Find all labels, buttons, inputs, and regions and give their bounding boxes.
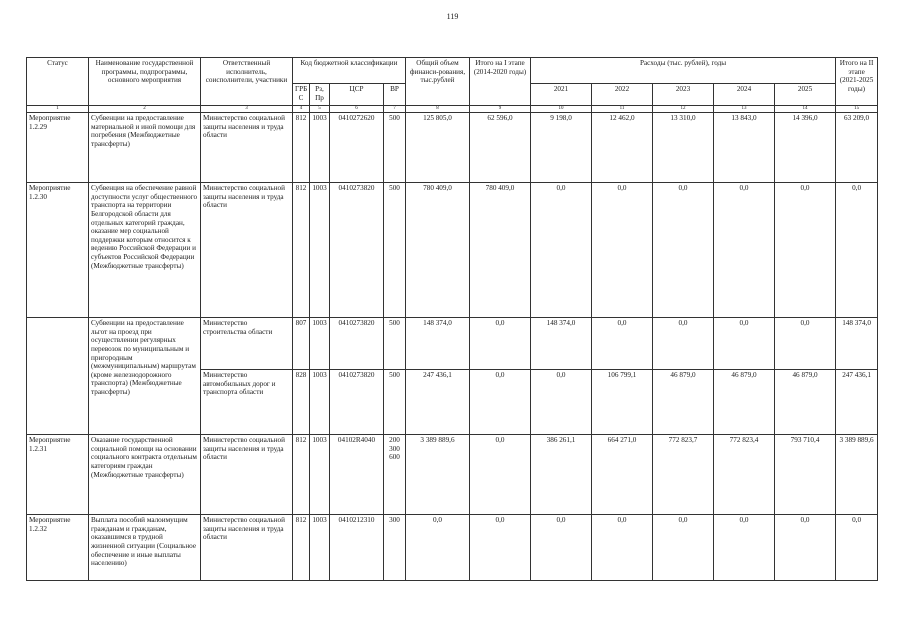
header-stage1: Итого на I этапе (2014-2020 годы) xyxy=(470,58,531,106)
column-number: 13 xyxy=(714,106,775,113)
table-row xyxy=(27,113,878,183)
column-number: 7 xyxy=(384,106,406,113)
row-status xyxy=(27,318,89,435)
row-csr: 0410273820 xyxy=(330,318,384,370)
row-2023: 13 310,0 xyxy=(653,113,714,183)
header-year-2025: 2025 xyxy=(775,84,836,106)
row-2023: 0,0 xyxy=(653,318,714,370)
row-vr: 200 xyxy=(389,436,400,444)
column-number: 4 xyxy=(293,106,310,113)
header-name: Наименование государственной программы, подпрограммы, основного мероприятия xyxy=(89,58,201,106)
column-number: 15 xyxy=(836,106,878,113)
row-vr: 500 xyxy=(384,113,406,183)
row-2022: 106 799,1 xyxy=(592,370,653,435)
column-number: 11 xyxy=(592,106,653,113)
header-year-2022: 2022 xyxy=(592,84,653,106)
row-2024: 46 879,0 xyxy=(714,370,775,435)
row-2021: 386 261,1 xyxy=(531,435,592,515)
column-number-row xyxy=(27,106,878,113)
row-executor: Министерство автомобильных дорог и транспорта области xyxy=(201,370,293,435)
row-executor: Министерство социальной защиты населения и труда области xyxy=(201,113,293,183)
row-2023: 0,0 xyxy=(653,183,714,318)
budget-table xyxy=(26,57,878,581)
row-grbs: 828 xyxy=(293,370,310,435)
column-number: 8 xyxy=(406,106,470,113)
row-vr: 300 xyxy=(384,515,406,581)
row-2022: 0,0 xyxy=(592,183,653,318)
row-2021: 148 374,0 xyxy=(531,318,592,370)
row-status: Мероприятие 1.2.29 xyxy=(27,113,89,183)
row-2024: 772 823,4 xyxy=(714,435,775,515)
row-name: Выплата пособий малоимущим гражданам и гражданам, оказавшимся в трудной жизненной ситуации (Социальное обеспечение и иные выплаты населению) xyxy=(89,515,201,581)
table-row xyxy=(27,515,878,581)
row-2023: 46 879,0 xyxy=(653,370,714,435)
row-total: 3 389 889,6 xyxy=(406,435,470,515)
row-total: 148 374,0 xyxy=(406,318,470,370)
row-stage2: 148 374,0 xyxy=(836,318,878,370)
row-2023: 0,0 xyxy=(653,515,714,581)
row-status: Мероприятие 1.2.30 xyxy=(27,183,89,318)
row-rzpr: 1003 xyxy=(310,370,330,435)
row-executor: Министерство строительства области xyxy=(201,318,293,370)
column-number: 9 xyxy=(470,106,531,113)
row-name: Оказание государственной социальной помощи на основании социального контракта отдельным категориям граждан (Межбюджетные трансферты) xyxy=(89,435,201,515)
row-2021: 0,0 xyxy=(531,515,592,581)
row-2025: 0,0 xyxy=(775,183,836,318)
row-2021: 9 198,0 xyxy=(531,113,592,183)
header-rzpr: Рз, Пр xyxy=(310,84,330,106)
row-stage1: 62 596,0 xyxy=(470,113,531,183)
row-rzpr: 1003 xyxy=(310,435,330,515)
header-budget-class: Код бюджетной классификации xyxy=(293,58,406,84)
table-row xyxy=(27,183,878,318)
row-vr: 600 xyxy=(389,453,400,462)
row-vr: 500 xyxy=(384,183,406,318)
row-2022: 664 271,0 xyxy=(592,435,653,515)
row-2022: 0,0 xyxy=(592,515,653,581)
row-csr: 0410273820 xyxy=(330,370,384,435)
row-2025: 46 879,0 xyxy=(775,370,836,435)
row-name: Субвенции на предоставление материальной и иной помощи для погребения (Межбюджетные трансферты) xyxy=(89,113,201,183)
row-2021: 0,0 xyxy=(531,183,592,318)
row-csr: 0410272620 xyxy=(330,113,384,183)
header-year-2023: 2023 xyxy=(653,84,714,106)
row-executor: Министерство социальной защиты населения и труда области xyxy=(201,515,293,581)
row-status: Мероприятие 1.2.31 xyxy=(27,435,89,515)
row-grbs: 812 xyxy=(293,113,310,183)
row-total: 247 436,1 xyxy=(406,370,470,435)
row-rzpr: 1003 xyxy=(310,183,330,318)
table-row xyxy=(27,435,878,515)
row-2023: 772 823,7 xyxy=(653,435,714,515)
header-year-2024: 2024 xyxy=(714,84,775,106)
row-csr: 04102R4040 xyxy=(330,435,384,515)
row-name: Субвенция на обеспечение равной доступности услуг общественного транспорта на территории Белгородской области для отдельных категорий граждан, оказание мер социальной поддержки которым относится к ведению Российской Федерации и субъектов Российской Федерации (Межбюджетные трансферты) xyxy=(89,183,201,318)
header-total-volume: Общий объем финанси-рования, тыс.рублей xyxy=(406,58,470,106)
column-number: 3 xyxy=(201,106,293,113)
header-status: Статус xyxy=(27,58,89,106)
row-executor: Министерство социальной защиты населения и труда области xyxy=(201,435,293,515)
header-expenses: Расходы (тыс. рублей), годы xyxy=(531,58,836,84)
column-number: 10 xyxy=(531,106,592,113)
row-stage1: 0,0 xyxy=(470,370,531,435)
row-status: Мероприятие 1.2.32 xyxy=(27,515,89,581)
row-total: 125 805,0 xyxy=(406,113,470,183)
column-number: 5 xyxy=(310,106,330,113)
row-rzpr: 1003 xyxy=(310,318,330,370)
row-2022: 0,0 xyxy=(592,318,653,370)
column-number: 6 xyxy=(330,106,384,113)
row-executor: Министерство социальной защиты населения и труда области xyxy=(201,183,293,318)
row-stage2: 247 436,1 xyxy=(836,370,878,435)
row-2025: 0,0 xyxy=(775,515,836,581)
column-number: 14 xyxy=(775,106,836,113)
row-vr-list xyxy=(384,435,406,515)
row-2024: 0,0 xyxy=(714,515,775,581)
column-number: 1 xyxy=(27,106,89,113)
row-grbs: 812 xyxy=(293,515,310,581)
row-2025: 793 710,4 xyxy=(775,435,836,515)
row-stage2: 0,0 xyxy=(836,183,878,318)
row-2021: 0,0 xyxy=(531,370,592,435)
row-grbs: 812 xyxy=(293,435,310,515)
column-number: 2 xyxy=(89,106,201,113)
header-stage2: Итого на II этапе (2021-2025 годы) xyxy=(836,58,878,106)
header-row xyxy=(27,58,878,84)
row-rzpr: 1003 xyxy=(310,113,330,183)
row-stage2: 63 209,0 xyxy=(836,113,878,183)
row-2025: 14 396,0 xyxy=(775,113,836,183)
table-row xyxy=(27,318,878,370)
row-name: Субвенции на предоставление льгот на проезд при осуществлении регулярных перевозок по муниципальным и пригородным (межмуниципальным) маршрутам (кроме железнодорожного транспорта) (Межбюджетные трансферты) xyxy=(89,318,201,435)
row-stage2: 3 389 889,6 xyxy=(836,435,878,515)
row-total: 780 409,0 xyxy=(406,183,470,318)
row-stage1: 0,0 xyxy=(470,318,531,370)
row-stage1: 780 409,0 xyxy=(470,183,531,318)
header-grbs: ГРБ С xyxy=(293,84,310,106)
row-vr: 500 xyxy=(384,370,406,435)
row-vr: 300 xyxy=(389,444,400,453)
row-grbs: 807 xyxy=(293,318,310,370)
row-rzpr: 1003 xyxy=(310,515,330,581)
row-2024: 0,0 xyxy=(714,183,775,318)
header-year-2021: 2021 xyxy=(531,84,592,106)
header-executor: Ответственный исполнитель, соисполнители, участники xyxy=(201,58,293,106)
row-csr: 0410273820 xyxy=(330,183,384,318)
row-stage1: 0,0 xyxy=(470,515,531,581)
row-csr: 0410212310 xyxy=(330,515,384,581)
row-vr: 500 xyxy=(384,318,406,370)
header-csr: ЦСР xyxy=(330,84,384,106)
row-2024: 0,0 xyxy=(714,318,775,370)
row-grbs: 812 xyxy=(293,183,310,318)
row-2022: 12 462,0 xyxy=(592,113,653,183)
row-stage2: 0,0 xyxy=(836,515,878,581)
page-number: 119 xyxy=(446,12,459,21)
row-stage1: 0,0 xyxy=(470,435,531,515)
row-2024: 13 843,0 xyxy=(714,113,775,183)
row-total: 0,0 xyxy=(406,515,470,581)
column-number: 12 xyxy=(653,106,714,113)
header-vr: ВР xyxy=(384,84,406,106)
row-2025: 0,0 xyxy=(775,318,836,370)
